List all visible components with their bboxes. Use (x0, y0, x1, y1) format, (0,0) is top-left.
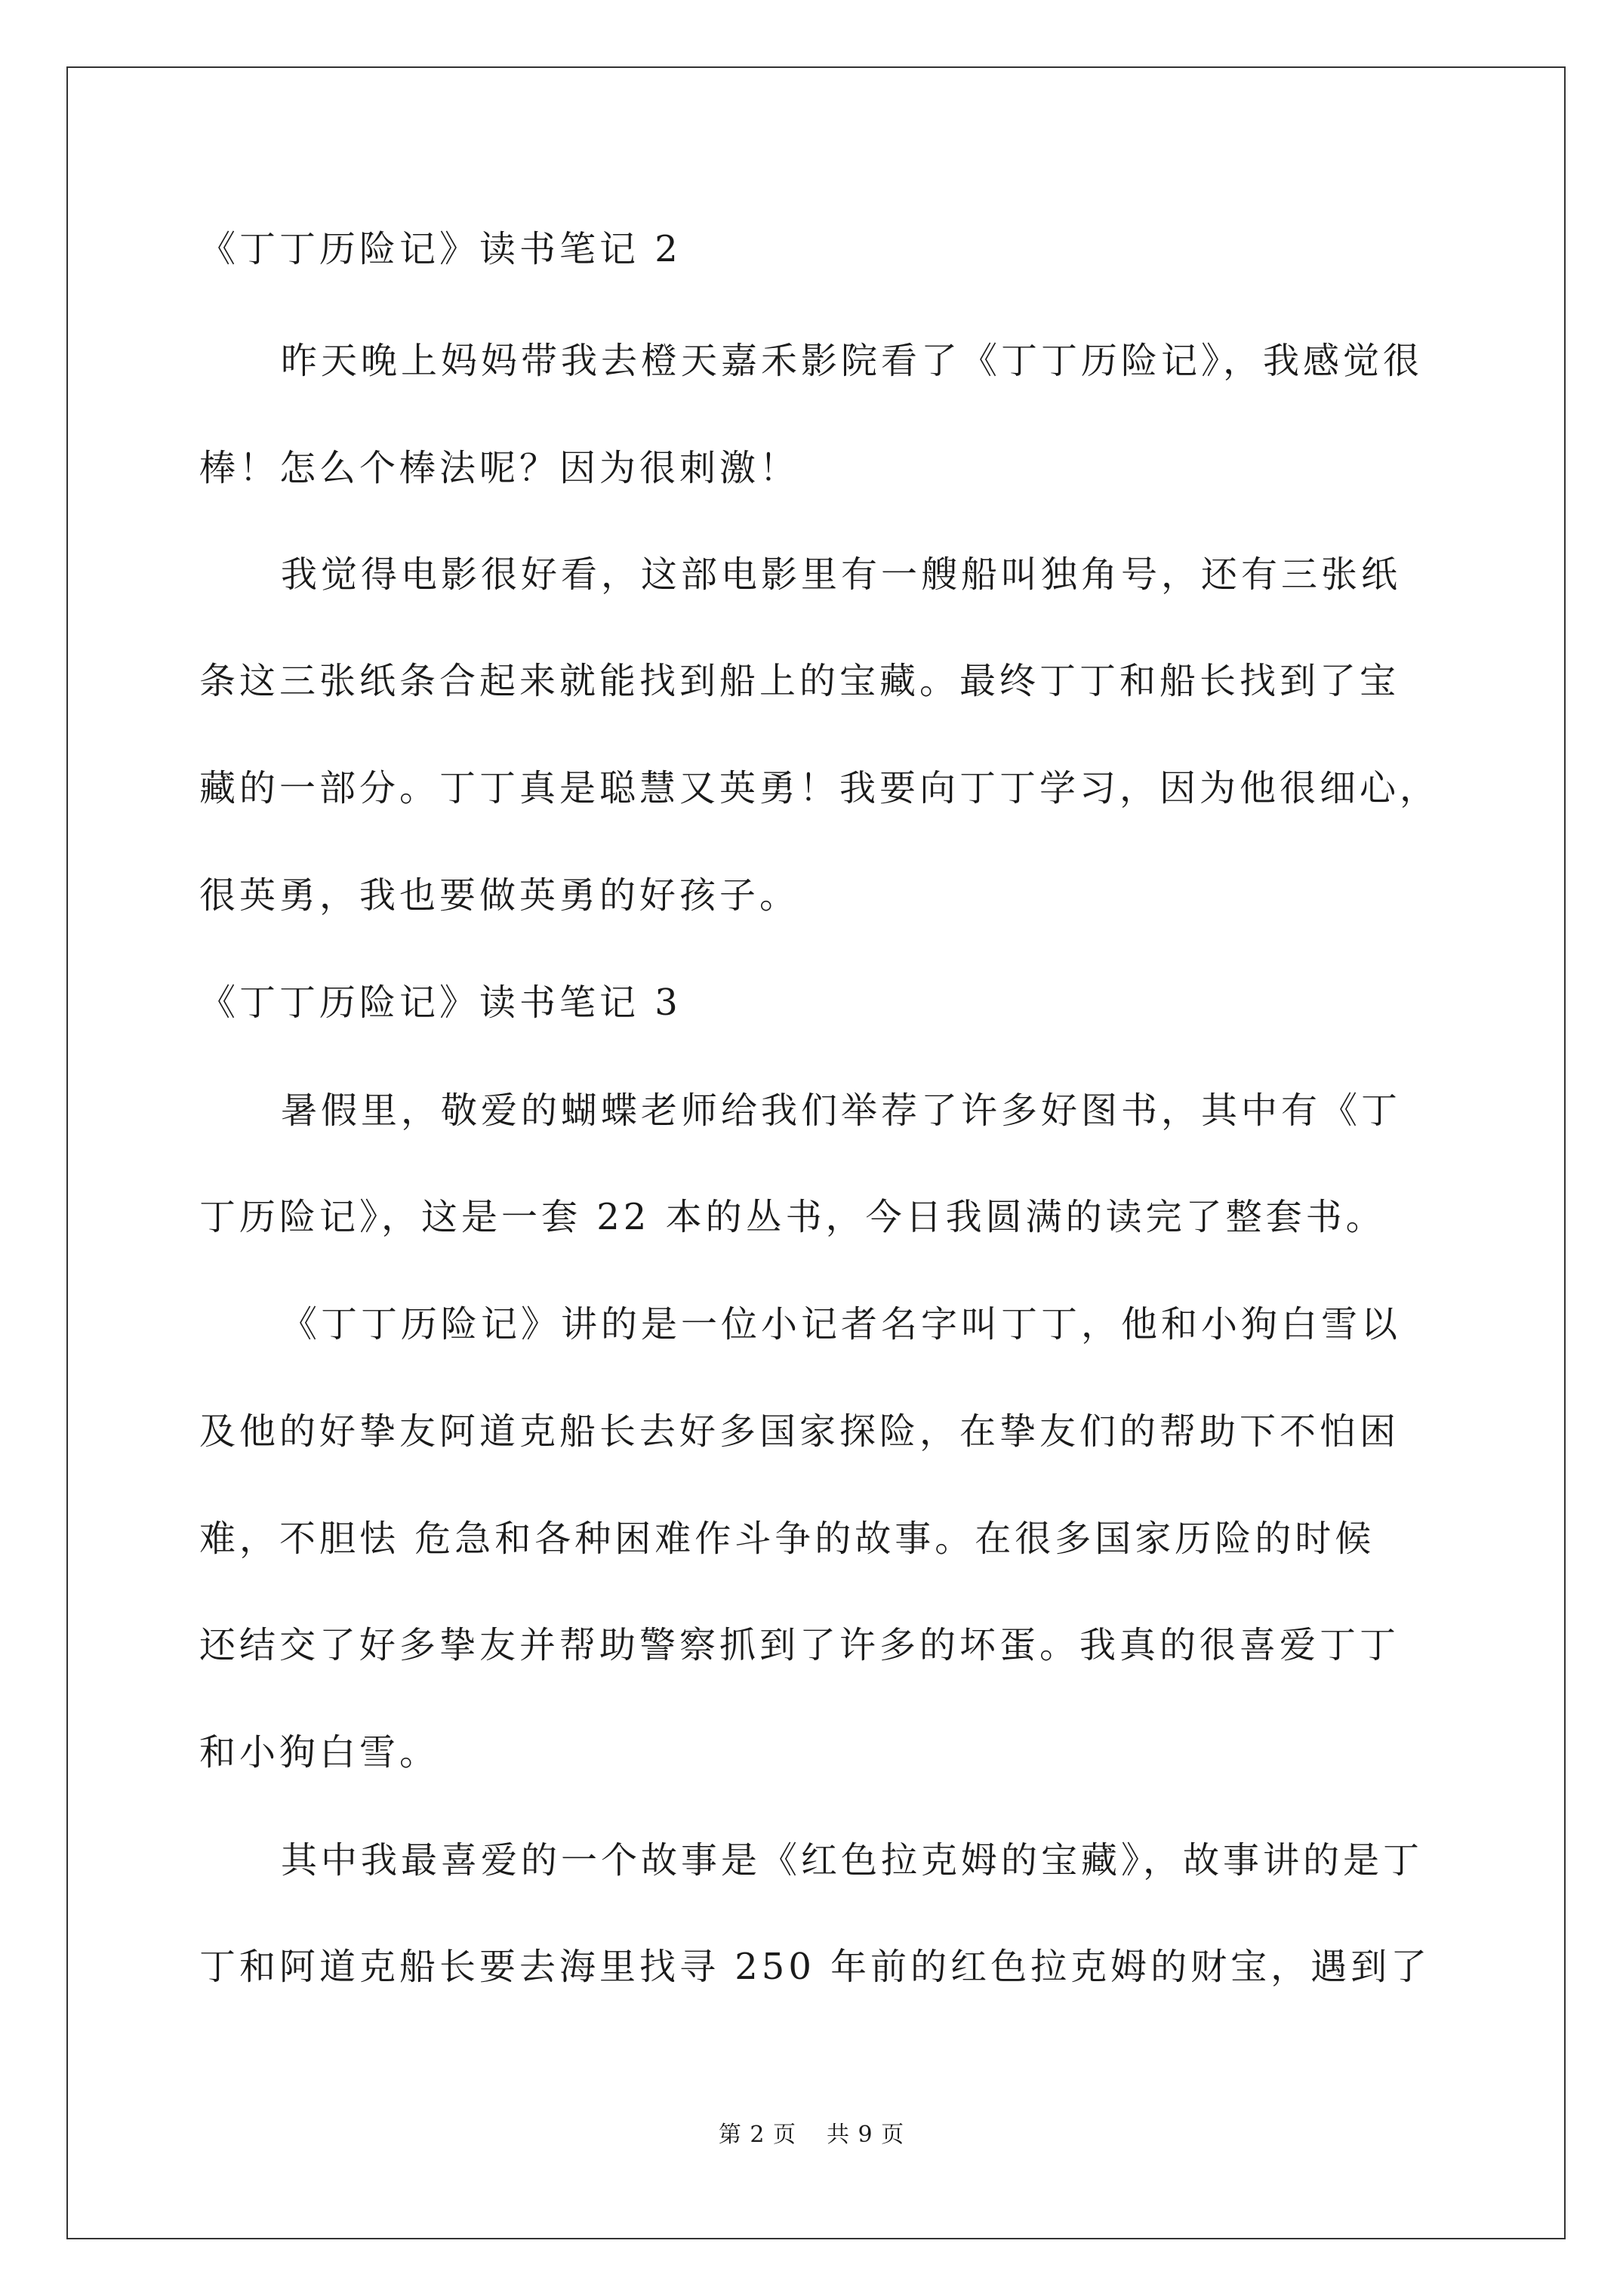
page-border (66, 66, 1566, 2239)
page-total: 共 9 页 (827, 2122, 905, 2148)
paragraph-line: 难，不胆怯 危急和各种困难作斗争的故事。在很多国家历险的时候 (199, 1518, 1375, 1560)
paragraph-line: 昨天晚上妈妈带我去橙天嘉禾影院看了《丁丁历险记》，我感觉很 (281, 340, 1424, 382)
paragraph-line: 其中我最喜爱的一个故事是《红色拉克姆的宝藏》，故事讲的是丁 (281, 1839, 1424, 1881)
paragraph-line: 《丁丁历险记》讲的是一位小记者名字叫丁丁，他和小狗白雪以 (281, 1303, 1402, 1345)
paragraph-line: 很英勇，我也要做英勇的好孩子。 (199, 874, 800, 917)
page-number: 第 2 页 (718, 2122, 796, 2148)
paragraph-line: 藏的一部分。丁丁真是聪慧又英勇！我要向丁丁学习，因为他很细心， (199, 767, 1440, 809)
page-footer (0, 2120, 1623, 2150)
paragraph-line: 和小狗白雪。 (199, 1731, 440, 1774)
paragraph-line: 暑假里，敬爱的蝴蝶老师给我们举荐了许多好图书，其中有《丁 (281, 1089, 1402, 1132)
paragraph-line: 丁和阿道克船长要去海里找寻 250 年前的红色拉克姆的财宝，遇到了 (199, 1946, 1431, 1988)
paragraph-line: 条这三张纸条合起来就能找到船上的宝藏。最终丁丁和船长找到了宝 (199, 660, 1400, 702)
paragraph-line: 丁历险记》，这是一套 22 本的丛书，今日我圆满的读完了整套书。 (199, 1196, 1386, 1238)
paragraph-line: 我觉得电影很好看，这部电影里有一艘船叫独角号，还有三张纸 (281, 553, 1402, 596)
paragraph-line: 及他的好挚友阿道克船长去好多国家探险，在挚友们的帮助下不怕困 (199, 1410, 1400, 1453)
paragraph-line: 棒！怎么个棒法呢？因为很刺激！ (199, 447, 800, 489)
section-heading: 《丁丁历险记》读书笔记 2 (199, 228, 682, 270)
paragraph-line: 还结交了好多挚友并帮助警察抓到了许多的坏蛋。我真的很喜爱丁丁 (199, 1624, 1400, 1666)
section-heading: 《丁丁历险记》读书笔记 3 (199, 982, 682, 1024)
